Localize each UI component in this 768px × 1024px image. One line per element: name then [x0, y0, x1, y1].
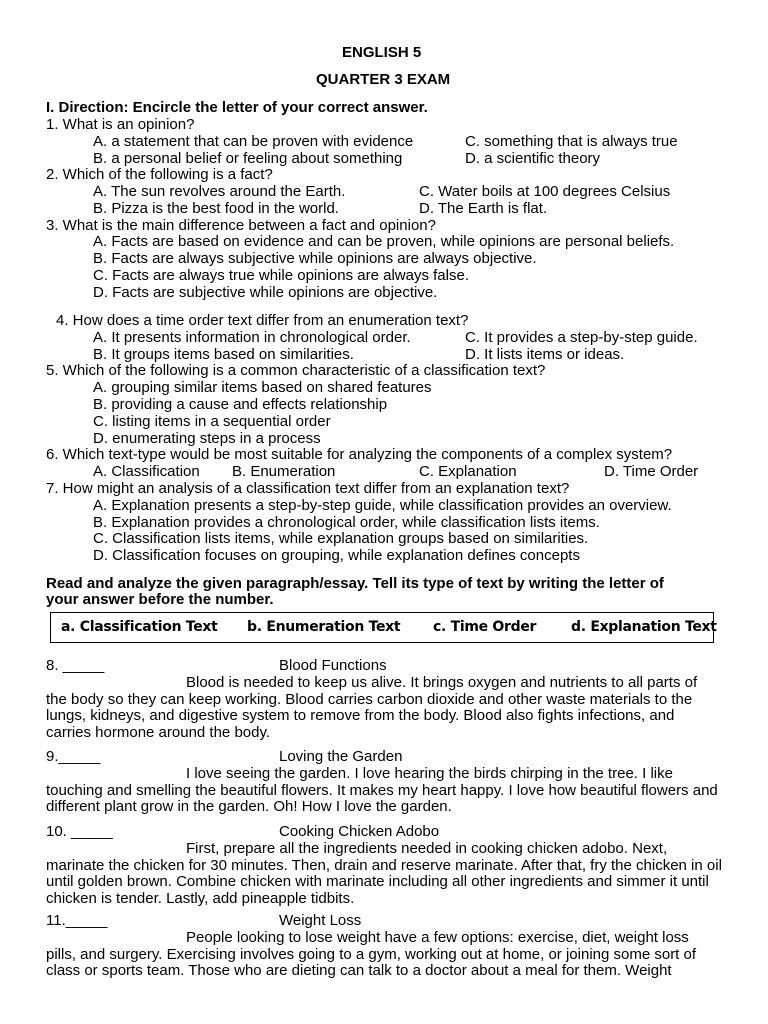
choice-6b: B. Enumeration	[232, 463, 336, 480]
choice-2c: C. Water boils at 100 degrees Celsius	[419, 183, 671, 200]
item-10-text: First, prepare all the ingredients needed in cooking chicken adobo. Next, marinate the chicken for 30 minutes. Then, drain and reserve marinate. After that, fry the chicken in oil until golden brown. Combine chicken with marinate including all other ingredients and simmer it until chicken is tender. Lastly, add pineapple tidbits.	[46, 840, 722, 907]
choice-4a: A. It presents information in chronological order.	[93, 329, 411, 346]
choice-5d: D. enumerating steps in a process	[93, 430, 321, 447]
choice-5a: A. grouping similar items based on shared features	[93, 379, 432, 396]
choice-3c: C. Facts are always true while opinions are always false.	[93, 267, 469, 284]
choice-6d: D. Time Order	[604, 463, 699, 480]
choice-3a: A. Facts are based on evidence and can be proven, while opinions are personal beliefs.	[93, 233, 675, 250]
choice-5c: C. listing items in a sequential order	[93, 413, 331, 430]
item-8-title: Blood Functions	[279, 657, 387, 674]
direction: I. Direction: Encircle the letter of your correct answer.	[46, 99, 428, 116]
choice-1a: A. a statement that can be proven with evidence	[93, 133, 414, 150]
page-title: QUARTER 3 EXAM	[316, 71, 451, 88]
choice-7c: C. Classification lists items, while explanation groups based on similarities.	[93, 530, 589, 547]
question-4: 4. How does a time order text differ from an enumeration text?	[56, 312, 469, 329]
option-b: b. Enumeration Text	[247, 619, 401, 635]
item-10-number: 10. _____	[46, 823, 113, 840]
option-c: c. Time Order	[433, 619, 537, 635]
answer-options-box	[50, 612, 717, 643]
choice-5b: B. providing a cause and effects relationship	[93, 396, 388, 413]
question-6: 6. Which text-type would be most suitable for analyzing the components of a complex system?	[46, 446, 673, 463]
choice-4c: C. It provides a step-by-step guide.	[465, 329, 698, 346]
item-9-title: Loving the Garden	[279, 748, 403, 765]
option-a: a. Classification Text	[61, 619, 218, 635]
choice-1d: D. a scientific theory	[465, 150, 601, 167]
choice-4d: D. It lists items or ideas.	[465, 346, 625, 363]
choice-6a: A. Classification	[93, 463, 200, 480]
item-8-paragraph	[46, 675, 722, 741]
item-9-paragraph	[46, 766, 722, 816]
item-10-paragraph	[46, 841, 722, 907]
choice-7b: B. Explanation provides a chronological order, while classification lists items.	[93, 514, 600, 531]
item-11-text: People looking to lose weight have a few options: exercise, diet, weight loss pills, and surgery. Exercising involves going to a gym, working out at home, or joining some sort of class or sports team. Those who are dieting can talk to a doctor about a meal for them. Weight	[46, 929, 697, 979]
choice-4b: B. It groups items based on similarities.	[93, 346, 354, 363]
question-5: 5. Which of the following is a common characteristic of a classification text?	[46, 362, 546, 379]
item-9-number: 9._____	[46, 748, 101, 765]
item-11-paragraph	[46, 930, 722, 980]
part2-instruction-line1: Read and analyze the given paragraph/essay. Tell its type of text by writing the letter of	[46, 575, 664, 592]
option-d: d. Explanation Text	[571, 619, 717, 635]
question-2: 2. Which of the following is a fact?	[46, 166, 273, 183]
choice-1c: C. something that is always true	[465, 133, 678, 150]
choice-7a: A. Explanation presents a step-by-step guide, while classification provides an overview.	[93, 497, 672, 514]
choice-3d: D. Facts are subjective while opinions are objective.	[93, 284, 438, 301]
question-7: 7. How might an analysis of a classification text differ from an explanation text?	[46, 480, 570, 497]
choice-2a: A. The sun revolves around the Earth.	[93, 183, 346, 200]
question-1: 1. What is an opinion?	[46, 116, 195, 133]
item-8-text: Blood is needed to keep us alive. It brings oxygen and nutrients to all parts of the body so they can keep working. Blood carries carbon dioxide and other waste materials to the lungs, kidneys, and digestive system to remove from the body. Blood also fights infections, and carries hormone around the body.	[46, 674, 698, 741]
choice-2d: D. The Earth is flat.	[419, 200, 548, 217]
item-8-number: 8. _____	[46, 657, 105, 674]
part2-instruction-line2: your answer before the number.	[46, 591, 274, 608]
choice-6c: C. Explanation	[419, 463, 517, 480]
item-10-title: Cooking Chicken Adobo	[279, 823, 440, 840]
item-11-number: 11._____	[46, 912, 108, 929]
choice-3b: B. Facts are always subjective while opinions are always objective.	[93, 250, 537, 267]
choice-7d: D. Classification focuses on grouping, while explanation defines concepts	[93, 547, 580, 564]
item-11-title: Weight Loss	[279, 912, 362, 929]
item-9-text: I love seeing the garden. I love hearing the birds chirping in the tree. I like touching and smelling the beautiful flowers. It makes my heart happy. I love how beautiful flowers and different plant grow in the garden. Oh! How I love the garden.	[46, 765, 718, 815]
choice-1b: B. a personal belief or feeling about something	[93, 150, 403, 167]
question-3: 3. What is the main difference between a fact and opinion?	[46, 217, 436, 234]
page-subject: ENGLISH 5	[342, 44, 422, 61]
choice-2b: B. Pizza is the best food in the world.	[93, 200, 339, 217]
